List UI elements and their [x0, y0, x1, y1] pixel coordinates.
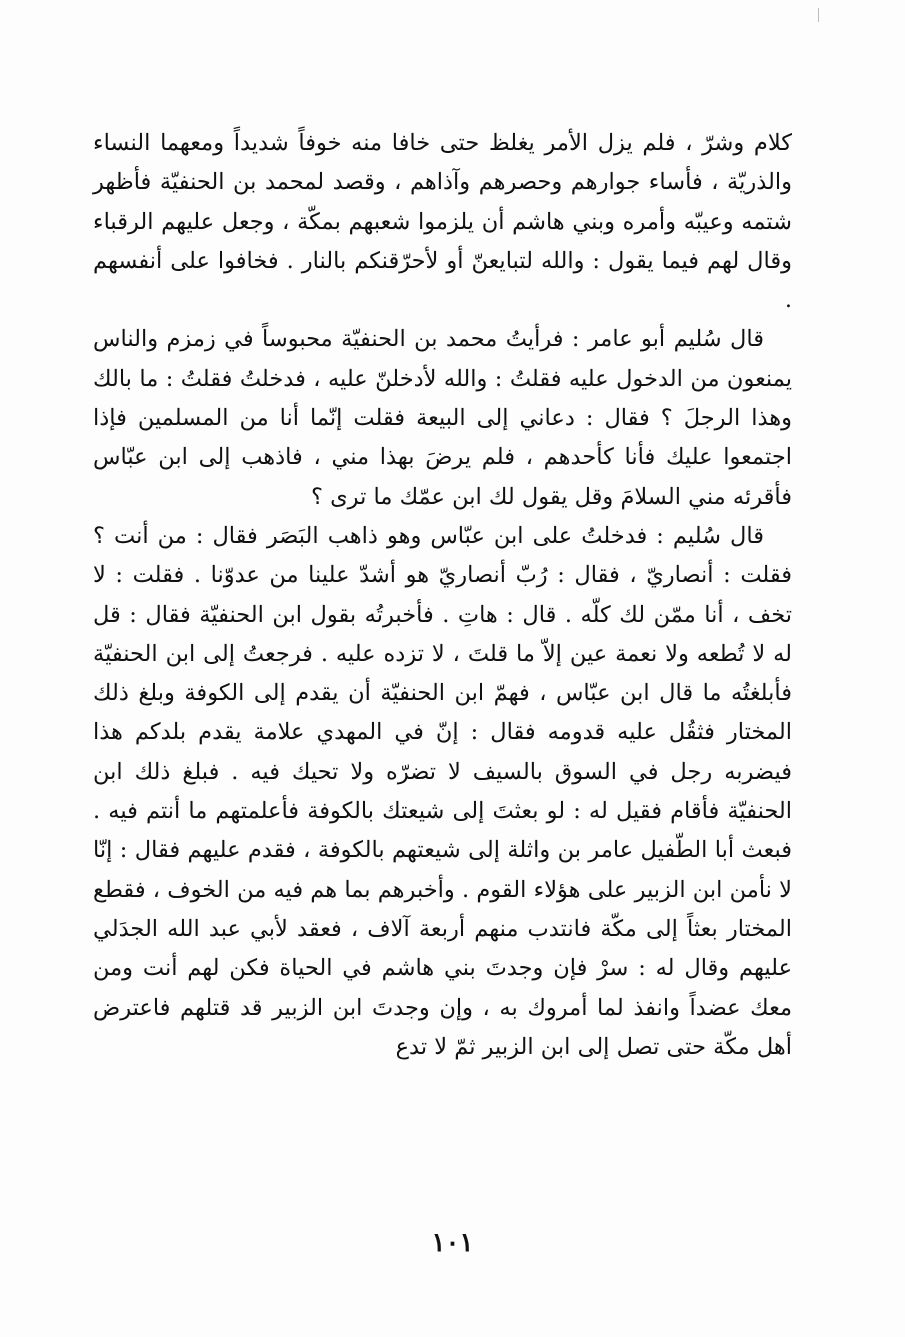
body-text: [93, 124, 792, 1067]
scan-edge-mark: [818, 8, 819, 22]
page-number: ١٠١: [431, 1228, 474, 1258]
paragraph-1: كلام وشرّ ، فلم يزل الأمر يغلظ حتى خافا منه خوفاً شديداً ومعهما النساء والذريّة ، فأساء جوارهم وحصرهم وآذاهم ، وقصد لمحمد بن الحنفيّة فأظهر شتمه وعيبّه وأمره وبني هاشم أن يلزموا شعبهم بمكّة ، وجعل عليهم الرقباء وقال لهم فيما يقول : والله لتبايعنّ أو لأحرّقنكم بالنار . فخافوا على أنفسهم .: [93, 130, 792, 314]
paragraph-3: قال سُليم : فدخلتُ على ابن عبّاس وهو ذاهب البَصَر فقال : من أنت ؟ فقلت : أنصاريّ ، فقال : رُبّ أنصاريّ هو أشدّ علينا من عدوّنا . فقلت : لا تخف ، أنا ممّن لك كلّه . قال : هاتِ . فأخبرتُه بقول ابن الحنفيّة فقال : قل له لا تُطعه ولا نعمة عين إلاّ ما قلتَ ، لا تزده عليه . فرجعتُ إلى ابن الحنفيّة فأبلغتُه ما قال ابن عبّاس ، فهمّ ابن الحنفيّة أن يقدم إلى الكوفة وبلغ ذلك المختار فثقُل عليه قدومه فقال : إنّ في المهدي علامة يقدم بلدكم هذا فيضربه رجل في السوق بالسيف لا تضرّه ولا تحيك فيه . فبلغ ذلك ابن الحنفيّة فأقام فقيل له : لو بعثتَ إلى شيعتك بالكوفة فأعلمتهم ما أنتم فيه . فبعث أبا الطّفيل عامر بن واثلة إلى شيعتهم بالكوفة ، فقدم عليهم فقال : إنّا لا نأمن ابن الزبير على هؤلاء القوم . وأخبرهم بما هم فيه من الخوف ، فقطع المختار بعثاً إلى مكّة فانتدب منهم أربعة آلاف ، فعقد لأبي عبد الله الجدَلي عليهم وقال له : سرْ فإن وجدتَ بني هاشم في الحياة فكن لهم أنت ومن معك عضداً وانفذ لما أمروك به ، وإن وجدتَ ابن الزبير قد قتلهم فاعترض أهل مكّة حتى تصل إلى ابن الزبير ثمّ لا تدع: [93, 522, 792, 1060]
paragraph-2: قال سُليم أبو عامر : فرأيتُ محمد بن الحنفيّة محبوساً في زمزم والناس يمنعون من الدخول عليه فقلتُ : والله لأدخلنّ عليه ، فدخلتُ فقلتُ : ما بالك وهذا الرجلَ ؟ فقال : دعاني إلى البيعة فقلت إنّما أنا من المسلمين فإذا اجتمعوا عليك فأنا كأحدهم ، فلم يرضَ بهذا مني ، فاذهب إلى ابن عبّاس فأقرئه مني السلامَ وقل يقول لك ابن عمّك ما ترى ؟: [93, 326, 792, 510]
